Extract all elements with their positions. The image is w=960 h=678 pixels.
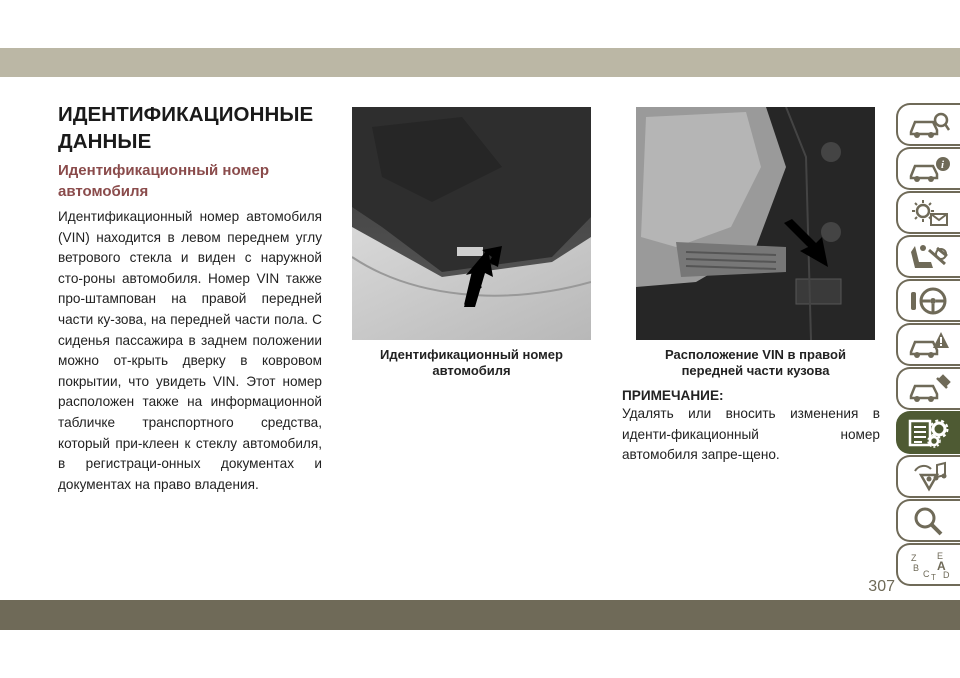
tab-car-service[interactable] (896, 367, 960, 410)
tab-multimedia[interactable] (896, 455, 960, 498)
search-magnifier-icon (907, 505, 951, 537)
tab-steering-wheel[interactable] (896, 279, 960, 322)
tab-car-warning[interactable] (896, 323, 960, 366)
section-title: ИДЕНТИФИКАЦИОННЫЕ ДАННЫЕ (58, 103, 314, 153)
svg-text:C: C (923, 568, 930, 579)
svg-text:B: B (913, 562, 920, 573)
seat-airbag-icon (907, 242, 951, 272)
bottom-footer-band (0, 600, 960, 630)
page-number: 307 (868, 578, 895, 595)
tab-specifications[interactable] (896, 411, 960, 454)
figure-caption-vin: Идентификационный номер автомобиля (380, 347, 563, 378)
car-service-icon (907, 374, 951, 404)
tab-seat-airbag[interactable] (896, 235, 960, 278)
warning-lights-icon (907, 198, 951, 228)
section-subtitle: Идентификационный номер автомобиля (58, 162, 270, 200)
steering-wheel-icon (907, 286, 951, 316)
svg-text:Z: Z (911, 552, 917, 563)
note-title: ПРИМЕЧАНИЕ: (622, 388, 724, 403)
svg-text:E: E (937, 550, 944, 561)
tab-car-info[interactable] (896, 147, 960, 190)
car-info-icon (907, 154, 951, 184)
car-search-icon (907, 110, 951, 140)
specifications-gears-icon (907, 417, 951, 449)
floor-vin-photo (636, 107, 875, 340)
note-text: Удалять или вносить изменения в иденти-фикационный номер автомобиля запре-щено. (622, 406, 880, 463)
figure-caption-floor-vin: Расположение VIN в правой передней части кузова (665, 347, 846, 378)
multimedia-icon (907, 461, 951, 493)
svg-text:T: T (931, 572, 936, 581)
tab-index[interactable] (896, 543, 960, 586)
svg-text:A: A (937, 558, 946, 573)
svg-text:i: i (941, 158, 945, 171)
svg-text:D: D (943, 569, 950, 580)
tab-car-search[interactable] (896, 103, 960, 146)
alphabetical-index-icon (907, 549, 951, 581)
car-warning-icon (907, 330, 951, 360)
tab-search[interactable] (896, 499, 960, 542)
top-header-band (0, 48, 960, 77)
windshield-vin-photo (352, 107, 591, 340)
tab-warning-lights[interactable] (896, 191, 960, 234)
vin-description-paragraph: Идентификационный номер автомобиля (VIN) находится в левом переднем углу ветрового стекла и виден с наружной сто-роны автомобиля. Номер VIN также про-штампован на правой передней части ку-зова, на передней части пола. С сиденья пассажира в заднем положении можно от-крыть дверку в ковровом покрытии, что увидеть VIN. Этот номер расположен также на информационной табличке транспортного средства, который при-клеен к стеклу автомобиля, в регистраци-онных документах и документах на право владения. (58, 209, 322, 492)
